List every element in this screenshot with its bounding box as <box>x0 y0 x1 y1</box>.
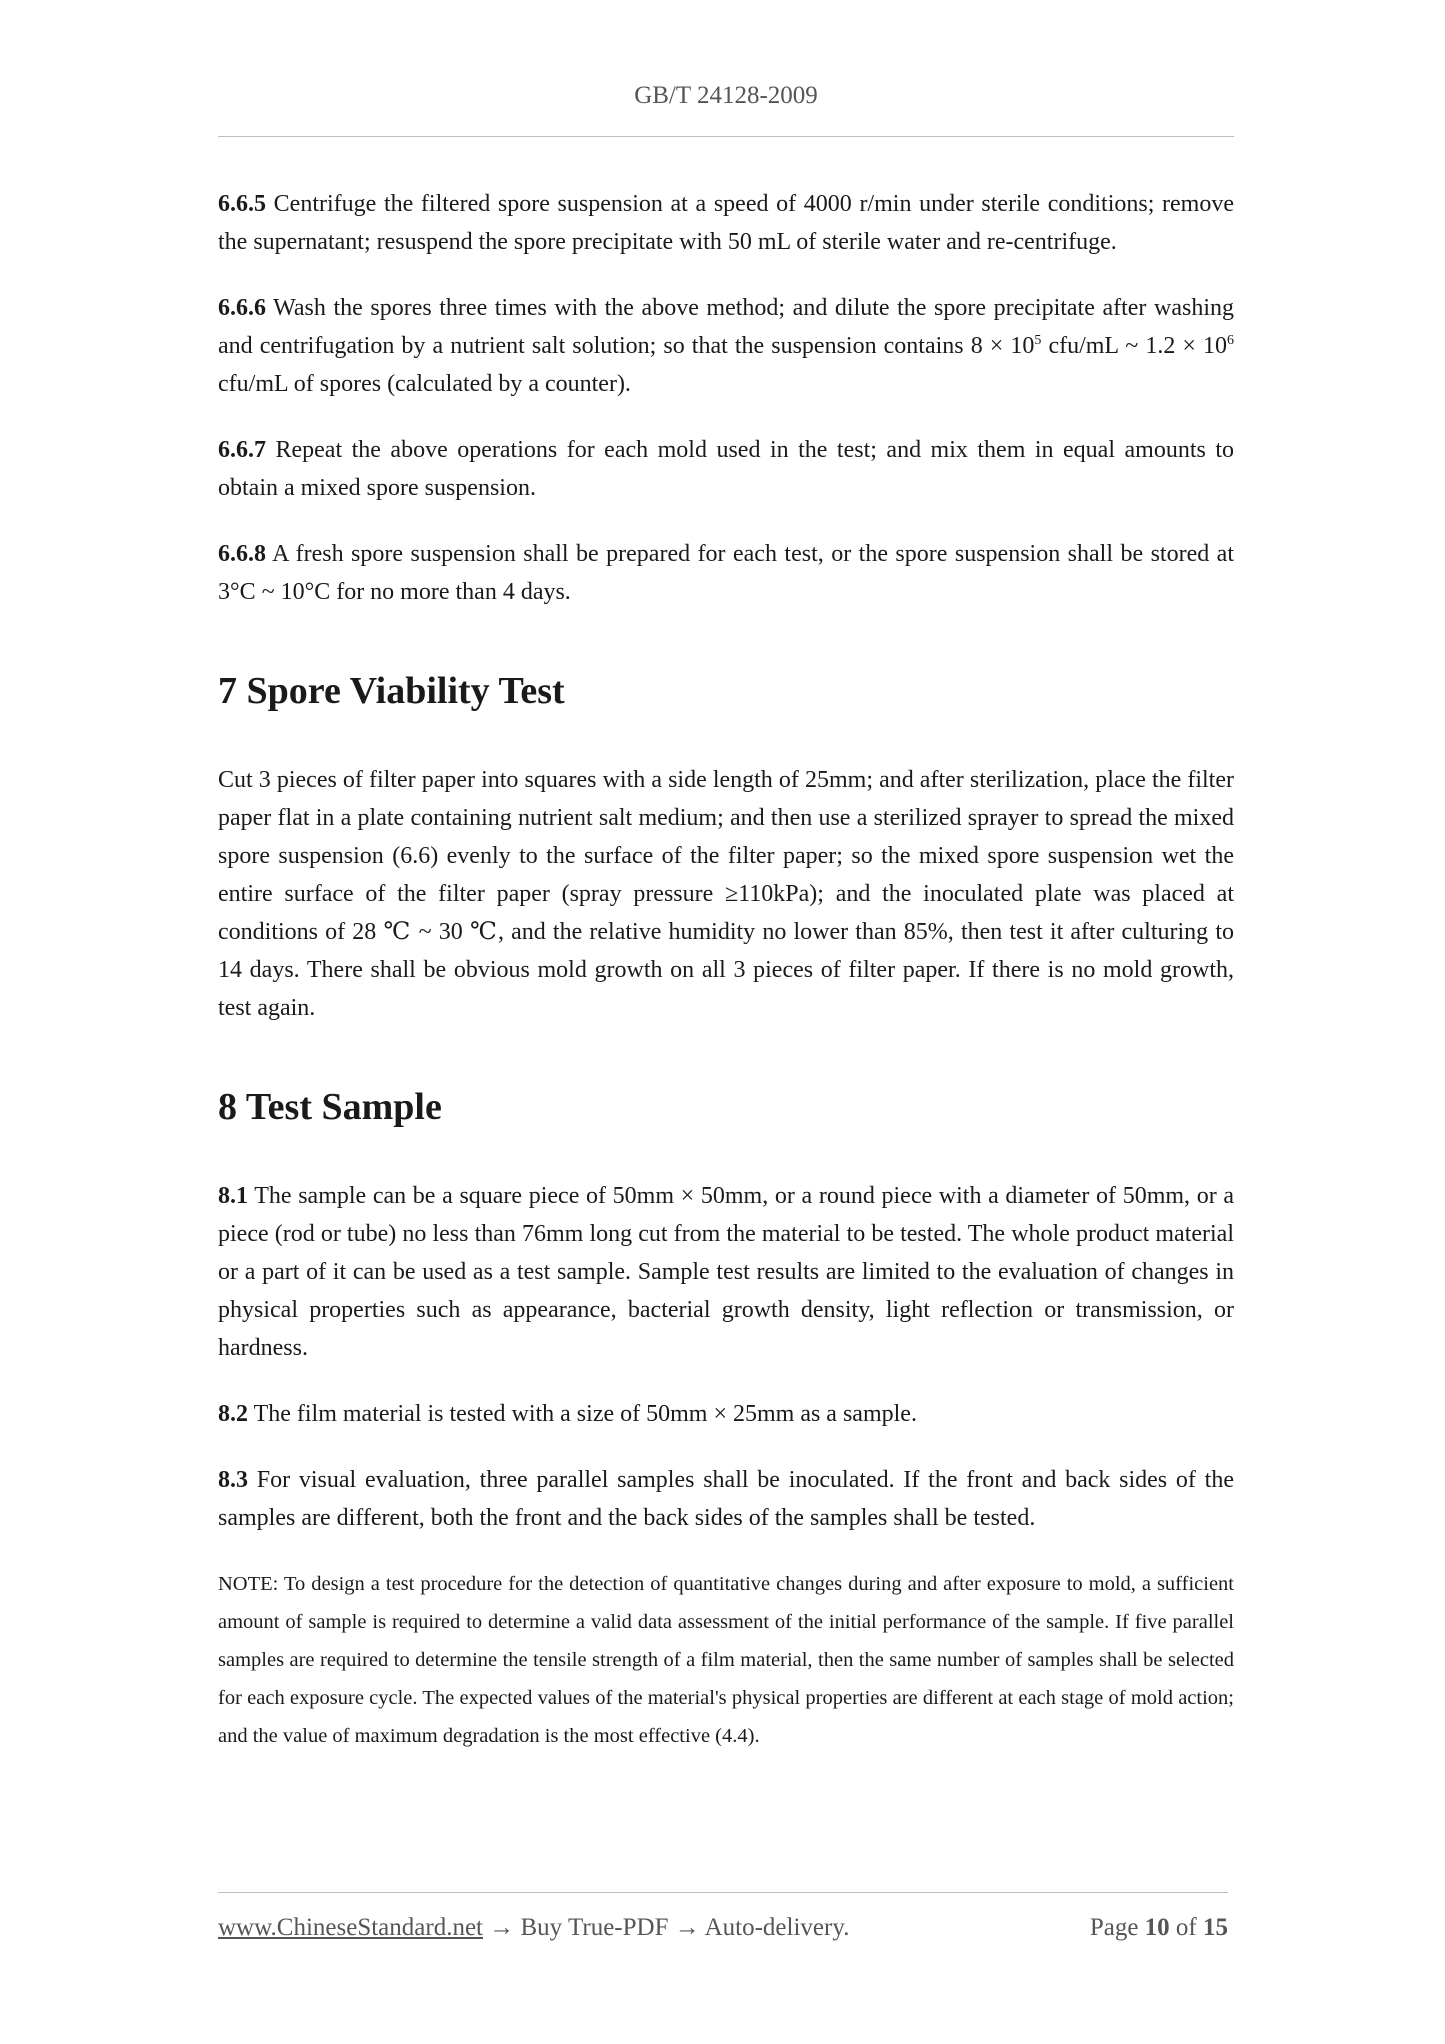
clause-number: 8.1 <box>218 1183 248 1209</box>
delivery-text: Auto-delivery. <box>704 1914 850 1941</box>
clause-8-2 <box>218 1395 1234 1433</box>
clause-number: 6.6.7 <box>218 437 266 463</box>
clause-number: 6.6.8 <box>218 541 266 567</box>
footer-divider <box>218 1892 1228 1893</box>
page-total: 15 <box>1203 1914 1228 1941</box>
clause-text: The film material is tested with a size of 50mm × 25mm as a sample. <box>248 1401 917 1427</box>
document-body <box>218 185 1234 1755</box>
clause-number: 6.6.6 <box>218 295 266 321</box>
page-footer <box>218 1914 1228 1942</box>
page-header: GB/T 24128-2009 <box>634 82 818 109</box>
section-heading-7: 7 Spore Viability Test <box>218 670 565 712</box>
arrow-icon: → <box>483 1914 521 1941</box>
clause-text: cfu/mL ~ 1.2 × 10 <box>1041 333 1227 359</box>
clause-text: The sample can be a square piece of 50mm × 50mm, or a round piece with a diameter of 50mm, or a piece (rod or tube) no less than 76mm long cut from the material to be tested. The whole product material or a part of it can be used as a test sample. Sample test results are limited to the evaluation of changes in physical properties such as appearance, bacterial growth density, light reflection or transmission, or hardness. <box>218 1183 1234 1361</box>
section-7-paragraph: Cut 3 pieces of filter paper into squares with a side length of 25mm; and after sterilization, place the filter paper flat in a plate containing nutrient salt medium; and then use a sterilized sprayer to spread the mixed spore suspension (6.6) evenly to the surface of the filter paper; so the mixed spore suspension wet the entire surface of the filter paper (spray pressure ≥110kPa); and the inoculated plate was placed at conditions of 28 ℃ ~ 30 ℃, and the relative humidity no lower than 85%, then test it after culturing to 14 days. There shall be obvious mold growth on all 3 pieces of filter paper. If there is no mold growth, test again. <box>218 767 1234 1021</box>
website-link[interactable]: www.ChineseStandard.net <box>218 1914 483 1941</box>
superscript: 6 <box>1227 333 1234 348</box>
page-label: Page <box>1089 1914 1145 1941</box>
arrow-icon: → <box>668 1914 705 1941</box>
clause-text: Repeat the above operations for each mold used in the test; and mix them in equal amounts to obtain a mixed spore suspension. <box>218 437 1234 501</box>
of-label: of <box>1169 1914 1203 1941</box>
clause-8-1 <box>218 1177 1234 1367</box>
clause-6-6-8 <box>218 535 1234 611</box>
clause-number: 8.2 <box>218 1401 248 1427</box>
page-number: 10 <box>1144 1914 1170 1941</box>
footer-promo <box>218 1914 849 1942</box>
superscript: 5 <box>1034 333 1042 348</box>
header-divider <box>218 136 1234 137</box>
clause-text: Wash the spores three times with the above method; and dilute the spore precipitate after washing and centrifugation by a nutrient salt solution; so that the suspension contains 8 × 10 <box>218 295 1234 359</box>
clause-text: A fresh spore suspension shall be prepared for each test, or the spore suspension shall be stored at 3°C ~ 10°C for no more than 4 days. <box>218 541 1234 605</box>
clause-text: For visual evaluation, three parallel samples shall be inoculated. If the front and back sides of the samples are different, both the front and the back sides of the samples shall be tested. <box>218 1467 1234 1531</box>
clause-6-6-5 <box>218 185 1234 261</box>
document-page <box>218 0 1234 2044</box>
clause-6-6-7 <box>218 431 1234 507</box>
page-indicator <box>1090 1914 1228 1942</box>
clause-text: cfu/mL of spores (calculated by a counter). <box>218 371 631 397</box>
clause-text: Centrifuge the filtered spore suspension at a speed of 4000 r/min under sterile conditions; remove the supernatant; resuspend the spore precipitate with 50 mL of sterile water and re-centrifuge. <box>218 191 1234 255</box>
section-heading-8: 8 Test Sample <box>218 1086 442 1128</box>
clause-8-3 <box>218 1461 1234 1537</box>
clause-number: 8.3 <box>218 1467 248 1493</box>
clause-number: 6.6.5 <box>218 191 266 217</box>
buy-text: Buy True-PDF <box>520 1914 669 1941</box>
note-paragraph: NOTE: To design a test procedure for the detection of quantitative changes during and after exposure to mold, a sufficient amount of sample is required to determine a valid data assessment of the initial performance of the sample. If five parallel samples are required to determine the tensile strength of a film material, then the same number of samples shall be selected for each exposure cycle. The expected values of the material's physical properties are different at each stage of mold action; and the value of maximum degradation is the most effective (4.4). <box>218 1573 1234 1747</box>
clause-6-6-6 <box>218 289 1234 403</box>
